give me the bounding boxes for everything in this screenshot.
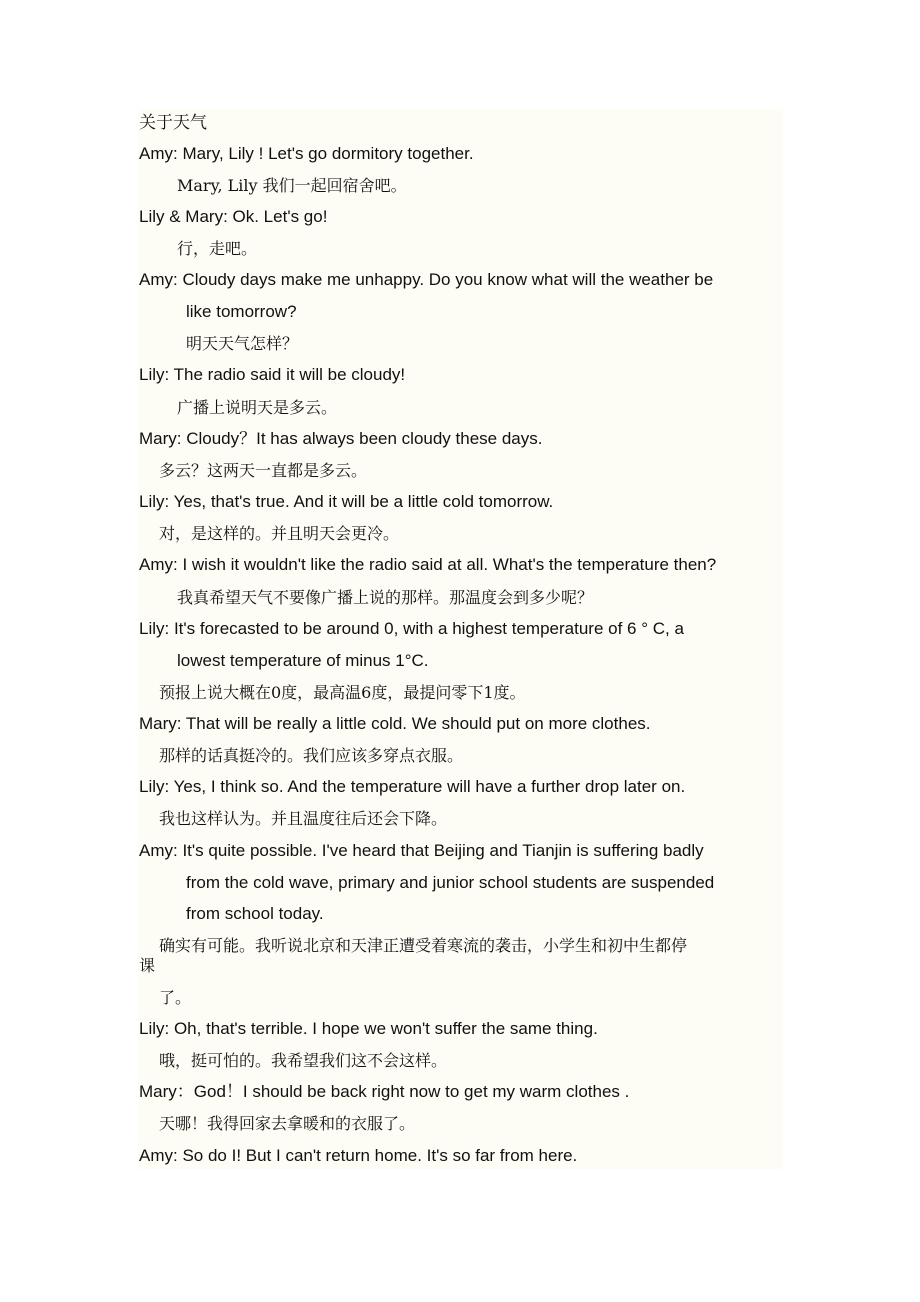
dialogue-line: Amy: Cloudy days make me unhappy. Do you know what will the weather be <box>139 270 714 289</box>
translation-line: 确实有可能。我听说北京和天津正遭受着寒流的袭击，小学生和初中生都停 <box>159 936 688 955</box>
dialogue-line: Mary：God！I should be back right now to get my warm clothes . <box>139 1082 630 1101</box>
translation-line: 行，走吧。 <box>177 239 258 258</box>
translation-line: 多云？这两天一直都是多云。 <box>159 461 368 480</box>
translation-line: 我也这样认为。并且温度往后还会下降。 <box>159 809 448 828</box>
translation-line-continued: 了。 <box>159 988 192 1007</box>
dialogue-line-continued: from school today. <box>186 904 324 923</box>
translation-line: Mary, Lily 我们一起回宿舍吧。 <box>177 176 407 195</box>
document-title: 关于天气 <box>139 113 207 133</box>
dialogue-line: Amy: Mary, Lily ! Let's go dormitory together. <box>139 144 474 163</box>
dialogue-line-continued: lowest temperature of minus 1°C. <box>177 651 429 670</box>
translation-line: 对，是这样的。并且明天会更冷。 <box>159 524 400 543</box>
dialogue-line: Amy: I wish it wouldn't like the radio said at all. What's the temperature then? <box>139 555 717 574</box>
translation-line: 那样的话真挺冷的。我们应该多穿点衣服。 <box>159 746 464 765</box>
translation-line: 预报上说大概在0度，最高温6度，最提问零下1度。 <box>159 683 526 702</box>
dialogue-line: Lily: It's forecasted to be around 0, with a highest temperature of 6 ° C, a <box>139 619 684 638</box>
translation-line: 哦，挺可怕的。我希望我们这不会这样。 <box>159 1051 448 1070</box>
dialogue-line: Lily: The radio said it will be cloudy! <box>139 365 406 384</box>
dialogue-line: Amy: It's quite possible. I've heard that Beijing and Tianjin is suffering badly <box>139 841 704 860</box>
translation-line: 广播上说明天是多云。 <box>177 398 338 417</box>
dialogue-line: Lily: Yes, I think so. And the temperature will have a further drop later on. <box>139 777 686 796</box>
dialogue-line-continued: from the cold wave, primary and junior school students are suspended <box>186 873 715 892</box>
dialogue-line: Lily: Yes, that's true. And it will be a little cold tomorrow. <box>139 492 554 511</box>
dialogue-line: Mary: Cloudy？It has always been cloudy these days. <box>139 429 543 448</box>
translation-line: 我真希望天气不要像广播上说的那样。那温度会到多少呢？ <box>177 588 594 607</box>
translation-line: 天哪！我得回家去拿暖和的衣服了。 <box>159 1114 416 1133</box>
translation-line: 明天天气怎样？ <box>186 334 299 353</box>
dialogue-line: Amy: So do I! But I can't return home. It's so far from here. <box>139 1146 578 1165</box>
dialogue-line: Lily: Oh, that's terrible. I hope we won't suffer the same thing. <box>139 1019 598 1038</box>
translation-line-continued: 课 <box>139 956 156 975</box>
dialogue-line: Mary: That will be really a little cold. We should put on more clothes. <box>139 714 651 733</box>
dialogue-line-continued: like tomorrow? <box>186 302 297 321</box>
dialogue-line: Lily & Mary: Ok. Let's go! <box>139 207 328 226</box>
